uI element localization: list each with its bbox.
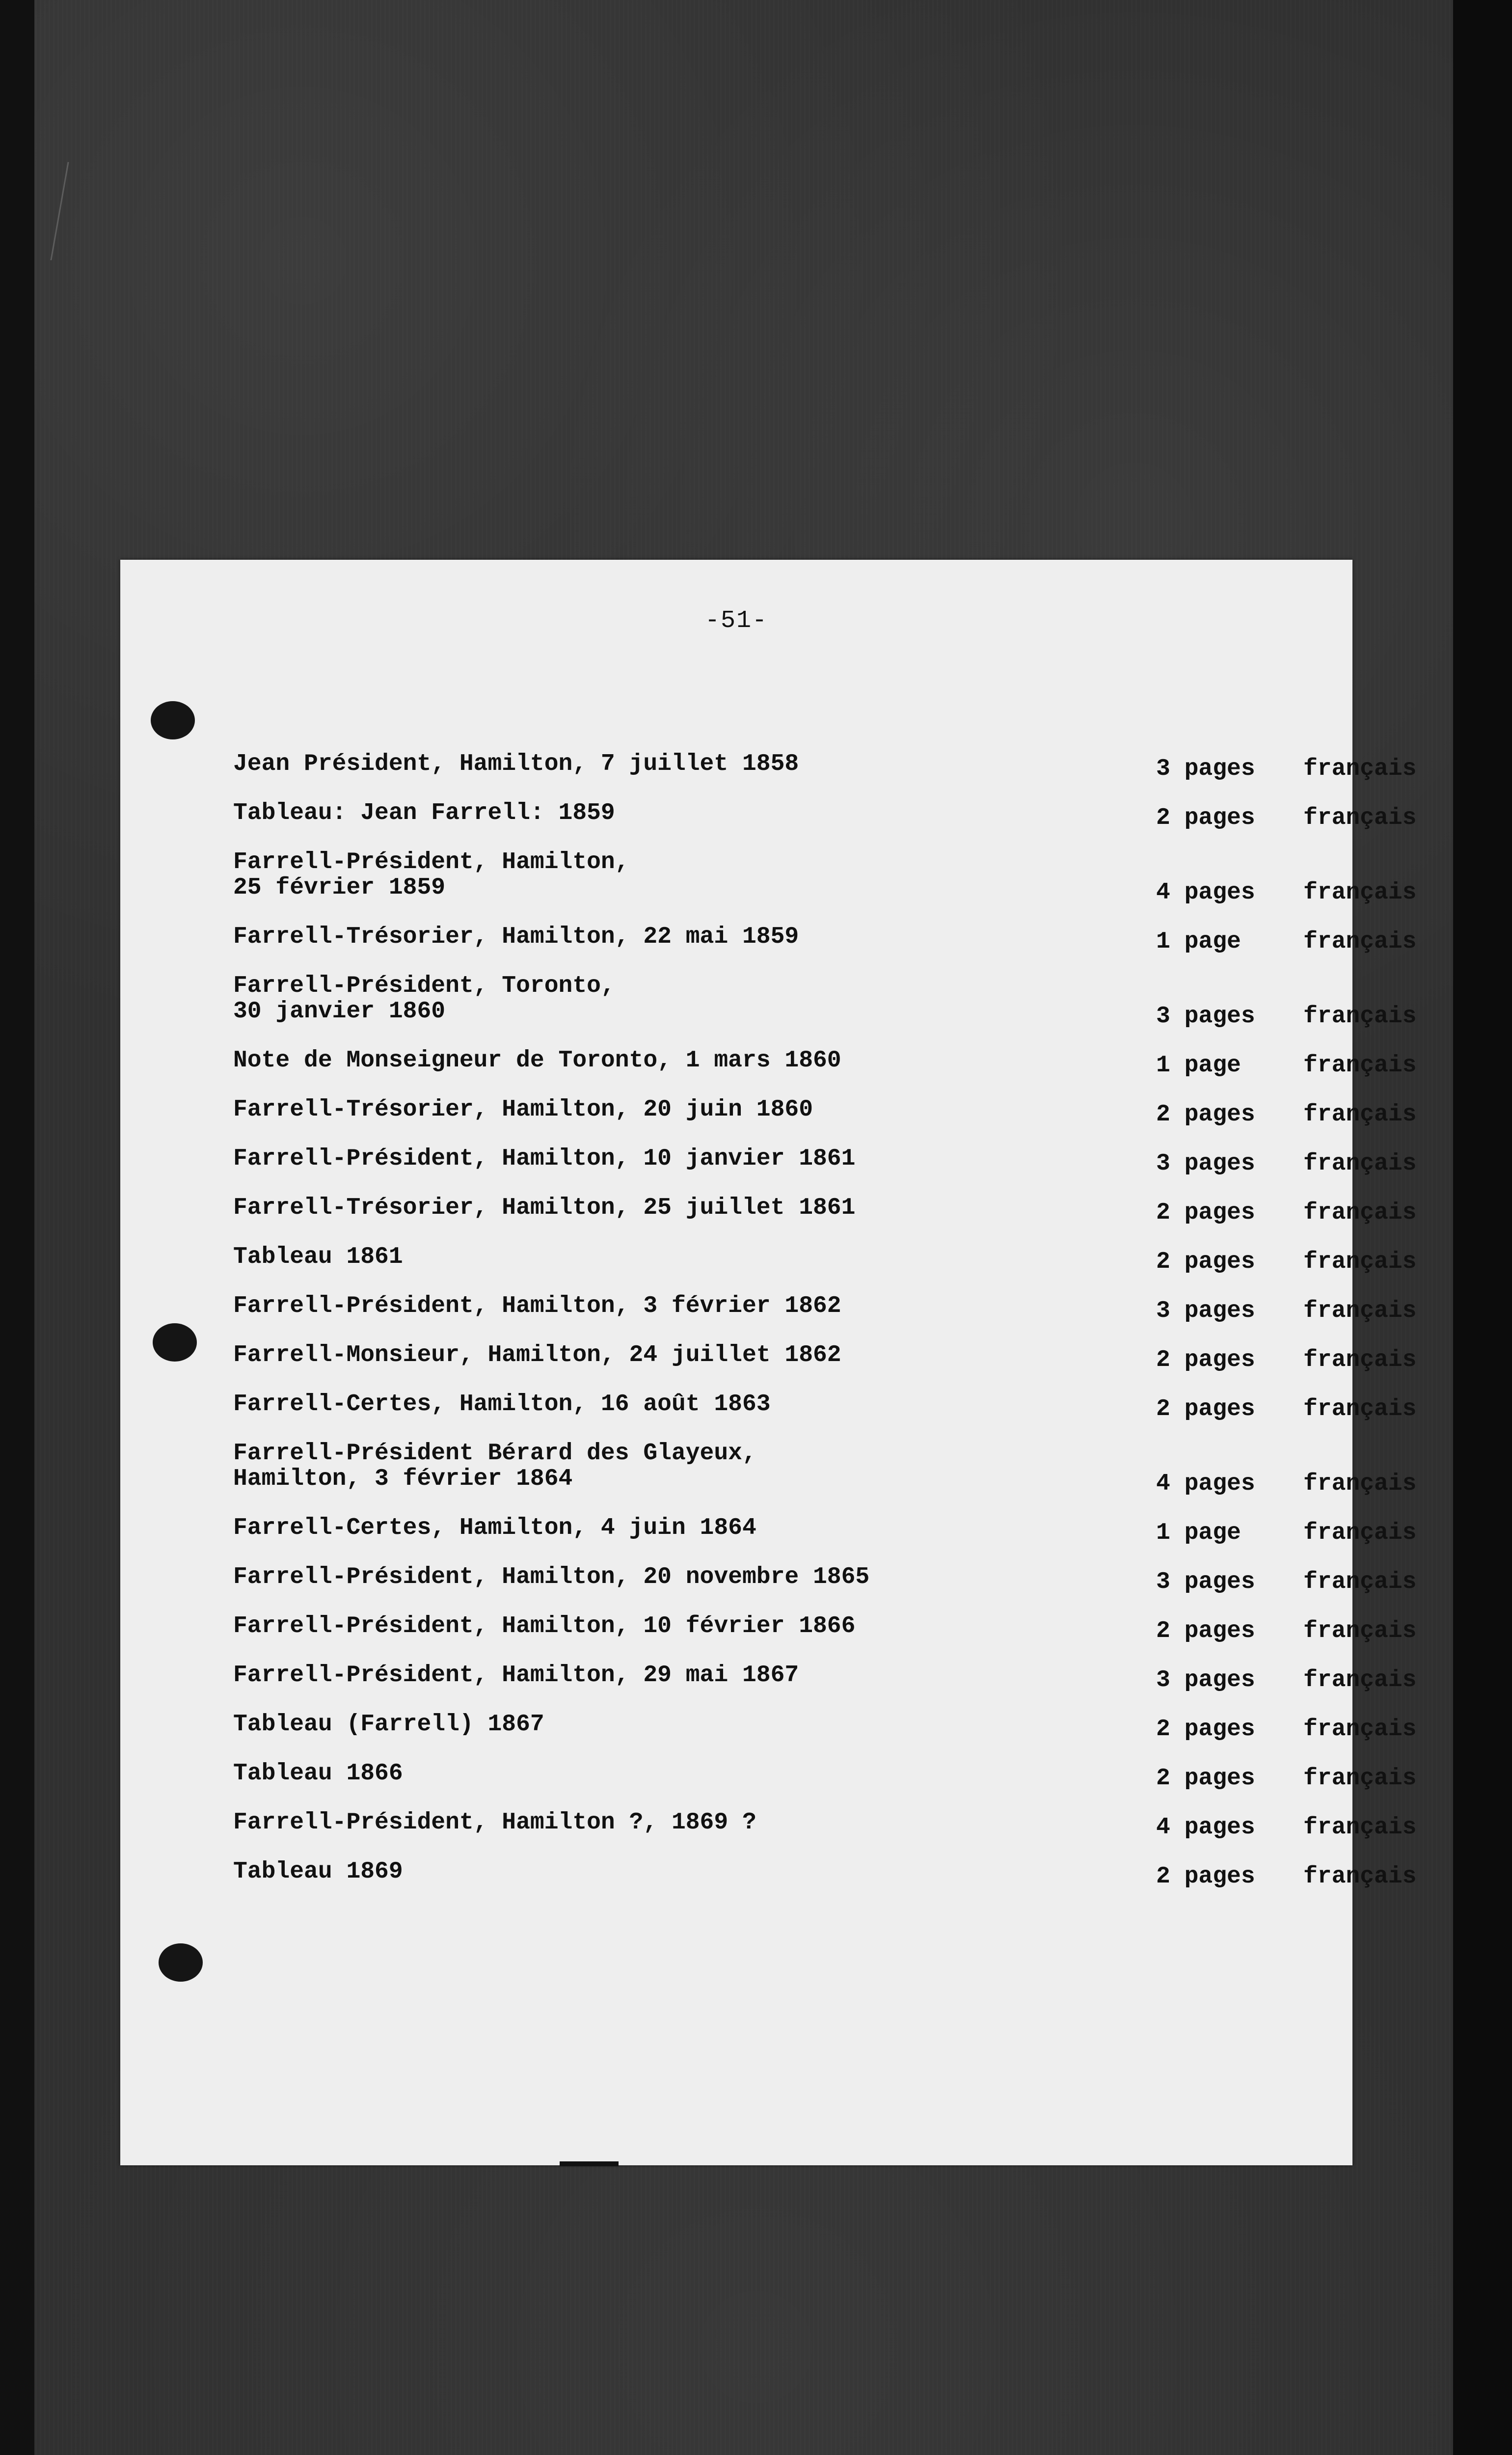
entry-pages: 2 pages — [1156, 805, 1255, 831]
entry-title: Farrell-Certes, Hamilton, 16 août 1863 — [233, 1391, 771, 1418]
film-edge-right — [1453, 0, 1512, 2455]
entry-title: Farrell-Trésorier, Hamilton, 20 juin 1860 — [233, 1096, 813, 1123]
entry-title: Farrell-Président, Hamilton, 20 novembre 1865 — [233, 1564, 870, 1590]
list-item — [233, 1342, 1417, 1391]
entry-pages: 1 page — [1156, 1052, 1241, 1079]
entry-language: français — [1303, 1814, 1417, 1841]
document-page — [120, 560, 1417, 2165]
entry-language: français — [1303, 1003, 1417, 1030]
entry-title: Note de Monseigneur de Toronto, 1 mars 1860 — [233, 1047, 841, 1074]
entry-language: français — [1303, 805, 1417, 831]
entry-language: français — [1303, 1052, 1417, 1079]
entry-title: Farrell-Président, Hamilton ?, 1869 ? — [233, 1809, 756, 1836]
list-item — [233, 1564, 1417, 1613]
list-item — [233, 1711, 1417, 1761]
entry-title: Tableau 1861 — [233, 1244, 403, 1270]
list-item — [233, 751, 1417, 800]
entry-pages: 2 pages — [1156, 1618, 1255, 1644]
entry-language: français — [1303, 1347, 1417, 1373]
list-item — [233, 1195, 1417, 1244]
entry-language: français — [1303, 1396, 1417, 1422]
entry-title: Jean Président, Hamilton, 7 juillet 1858 — [233, 751, 799, 777]
list-item — [233, 1146, 1417, 1195]
entry-title: Farrell-Trésorier, Hamilton, 22 mai 1859 — [233, 924, 799, 950]
page-number: -51- — [704, 607, 768, 635]
film-edge-left — [0, 0, 34, 2455]
entry-language: français — [1303, 1765, 1417, 1792]
entry-language: français — [1303, 1249, 1417, 1275]
entry-pages: 1 page — [1156, 928, 1241, 955]
entry-language: français — [1303, 1520, 1417, 1546]
entry-pages: 3 pages — [1156, 1298, 1255, 1324]
entry-language: français — [1303, 756, 1417, 782]
entry-title: Farrell-Certes, Hamilton, 4 juin 1864 — [233, 1515, 756, 1541]
list-item — [233, 1858, 1417, 1908]
entry-language: français — [1303, 1716, 1417, 1743]
list-item — [233, 1440, 1417, 1515]
entry-pages: 2 pages — [1156, 1101, 1255, 1128]
entry-title: Tableau 1869 — [233, 1858, 403, 1885]
list-item — [233, 1515, 1417, 1564]
entry-language: français — [1303, 1471, 1417, 1497]
list-item — [233, 1293, 1417, 1342]
entry-pages: 2 pages — [1156, 1765, 1255, 1792]
entry-language: français — [1303, 1667, 1417, 1693]
entry-language: français — [1303, 1863, 1417, 1890]
entry-pages: 3 pages — [1156, 756, 1255, 782]
list-item — [233, 800, 1417, 849]
entry-language: français — [1303, 1200, 1417, 1226]
entry-pages: 3 pages — [1156, 1667, 1255, 1693]
entry-pages: 3 pages — [1156, 1569, 1255, 1595]
list-item — [233, 1244, 1417, 1293]
entry-language: français — [1303, 1298, 1417, 1324]
list-item — [233, 1760, 1417, 1810]
entry-language: français — [1303, 1150, 1417, 1177]
entry-title: Tableau (Farrell) 1867 — [233, 1711, 544, 1738]
entry-title: Farrell-Trésorier, Hamilton, 25 juillet 1861 — [233, 1195, 856, 1221]
entry-pages: 4 pages — [1156, 1471, 1255, 1497]
entry-title: Farrell-Président, Hamilton, 29 mai 1867 — [233, 1662, 799, 1689]
entry-language: français — [1303, 1101, 1417, 1128]
entry-pages: 4 pages — [1156, 1814, 1255, 1841]
list-item — [233, 1662, 1417, 1712]
list-item — [233, 1809, 1417, 1859]
entry-pages: 3 pages — [1156, 1150, 1255, 1177]
entry-title: Farrell-Président, Toronto, 30 janvier 1860 — [233, 973, 615, 1025]
entry-title: Tableau 1866 — [233, 1760, 403, 1787]
punch-hole-top — [151, 701, 195, 739]
entry-title: Farrell-Président, Hamilton, 10 janvier 1861 — [233, 1146, 856, 1172]
document-list — [233, 751, 1417, 1908]
entry-pages: 2 pages — [1156, 1716, 1255, 1743]
film-mark — [560, 2161, 619, 2166]
list-item — [233, 1391, 1417, 1441]
entry-language: français — [1303, 928, 1417, 955]
entry-pages: 2 pages — [1156, 1396, 1255, 1422]
entry-title: Tableau: Jean Farrell: 1859 — [233, 800, 615, 826]
list-item — [233, 849, 1417, 924]
entry-pages: 2 pages — [1156, 1863, 1255, 1890]
entry-pages: 2 pages — [1156, 1347, 1255, 1373]
entry-title: Farrell-Président, Hamilton, 10 février 1866 — [233, 1613, 856, 1639]
punch-hole-middle — [153, 1323, 197, 1362]
list-item — [233, 1096, 1417, 1146]
punch-hole-bottom — [159, 1943, 203, 1982]
list-item — [233, 973, 1417, 1048]
entry-title: Farrell-Président, Hamilton, 3 février 1862 — [233, 1293, 841, 1319]
entry-pages: 2 pages — [1156, 1200, 1255, 1226]
entry-title: Farrell-Président Bérard des Glayeux, Hamilton, 3 février 1864 — [233, 1440, 756, 1492]
list-item — [233, 924, 1417, 973]
entry-language: français — [1303, 1569, 1417, 1595]
entry-language: français — [1303, 1618, 1417, 1644]
entry-title: Farrell-Président, Hamilton, 25 février 1859 — [233, 849, 629, 901]
list-item — [233, 1047, 1417, 1097]
list-item — [233, 1613, 1417, 1663]
entry-pages: 2 pages — [1156, 1249, 1255, 1275]
entry-language: français — [1303, 879, 1417, 906]
entry-pages: 1 page — [1156, 1520, 1241, 1546]
entry-pages: 4 pages — [1156, 879, 1255, 906]
entry-pages: 3 pages — [1156, 1003, 1255, 1030]
entry-title: Farrell-Monsieur, Hamilton, 24 juillet 1862 — [233, 1342, 841, 1368]
